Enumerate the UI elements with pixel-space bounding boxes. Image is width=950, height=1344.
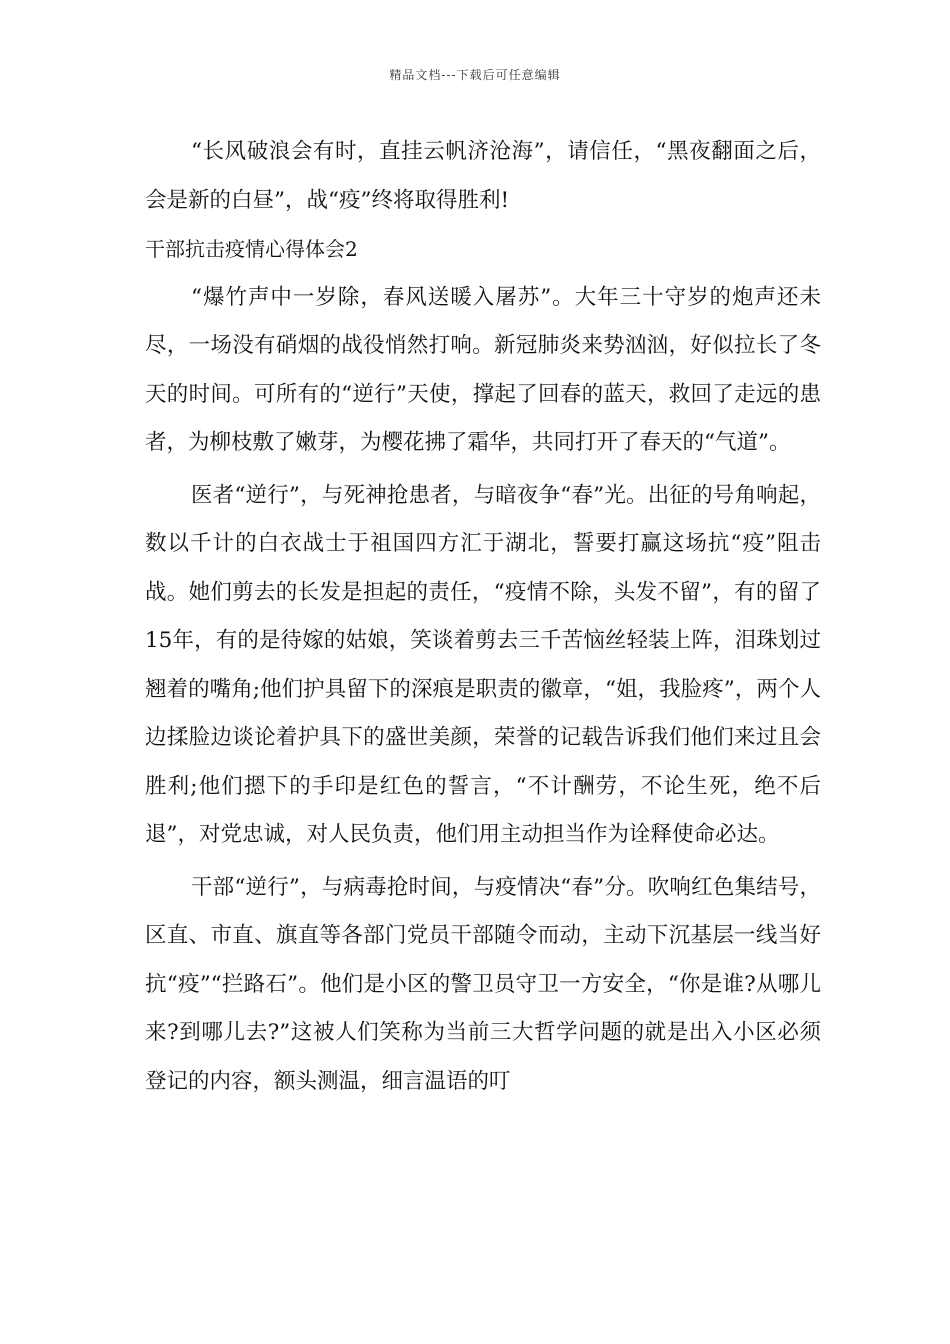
document-body bbox=[145, 128, 821, 1106]
paragraph-4: 干部“逆行”，与病毒抢时间，与疫情决“春”分。吹响红色集结号，区直、市直、旗直等各部门党员干部随令而动，主动下沉基层一线当好抗“疫”“拦路石”。他们是小区的警卫员守卫一方安全，“你是谁?从哪儿来?到哪儿去?”这被人们笑称为当前三大哲学问题的就是出入小区必须登记的内容，额头测温，细言温语的叮 bbox=[145, 874, 821, 1094]
section-title: 干部抗击疫情心得体会2 bbox=[145, 237, 358, 261]
page-header: 精品文档---下载后可任意编辑 bbox=[389, 68, 561, 82]
paragraph-1: “长风破浪会有时，直挂云帆济沧海”，请信任，“黑夜翻面之后，会是新的白昼”，战“疫”终将取得胜利! bbox=[145, 139, 821, 213]
paragraph-2: “爆竹声中一岁除，春风送暖入屠苏”。大年三十守岁的炮声还未尽，一场没有硝烟的战役悄然打响。新冠肺炎来势汹汹，好似拉长了冬天的时间。可所有的“逆行”天使，撑起了回春的蓝天，救回了走远的患者，为柳枝敷了嫩芽，为樱花拂了霜华，共同打开了春天的“气道”。 bbox=[145, 284, 821, 455]
paragraph-3: 医者“逆行”，与死神抢患者，与暗夜争“春”光。出征的号角响起，数以千计的白衣战士于祖国四方汇于湖北，誓要打赢这场抗“疫”阻击战。她们剪去的长发是担起的责任，“疫情不除，头发不留”，有的留了15年，有的是待嫁的姑娘，笑谈着剪去三千苦恼丝轻装上阵，泪珠划过翘着的嘴角;他们护具留下的深痕是职责的徽章，“姐，我脸疼”，两个人边揉脸边谈论着护具下的盛世美颜，荣誉的记载告诉我们他们来过且会胜利;他们摁下的手印是红色的誓言，“不计酬劳，不论生死，绝不后退”，对党忠诚，对人民负责，他们用主动担当作为诠释使命必达。 bbox=[145, 482, 821, 847]
